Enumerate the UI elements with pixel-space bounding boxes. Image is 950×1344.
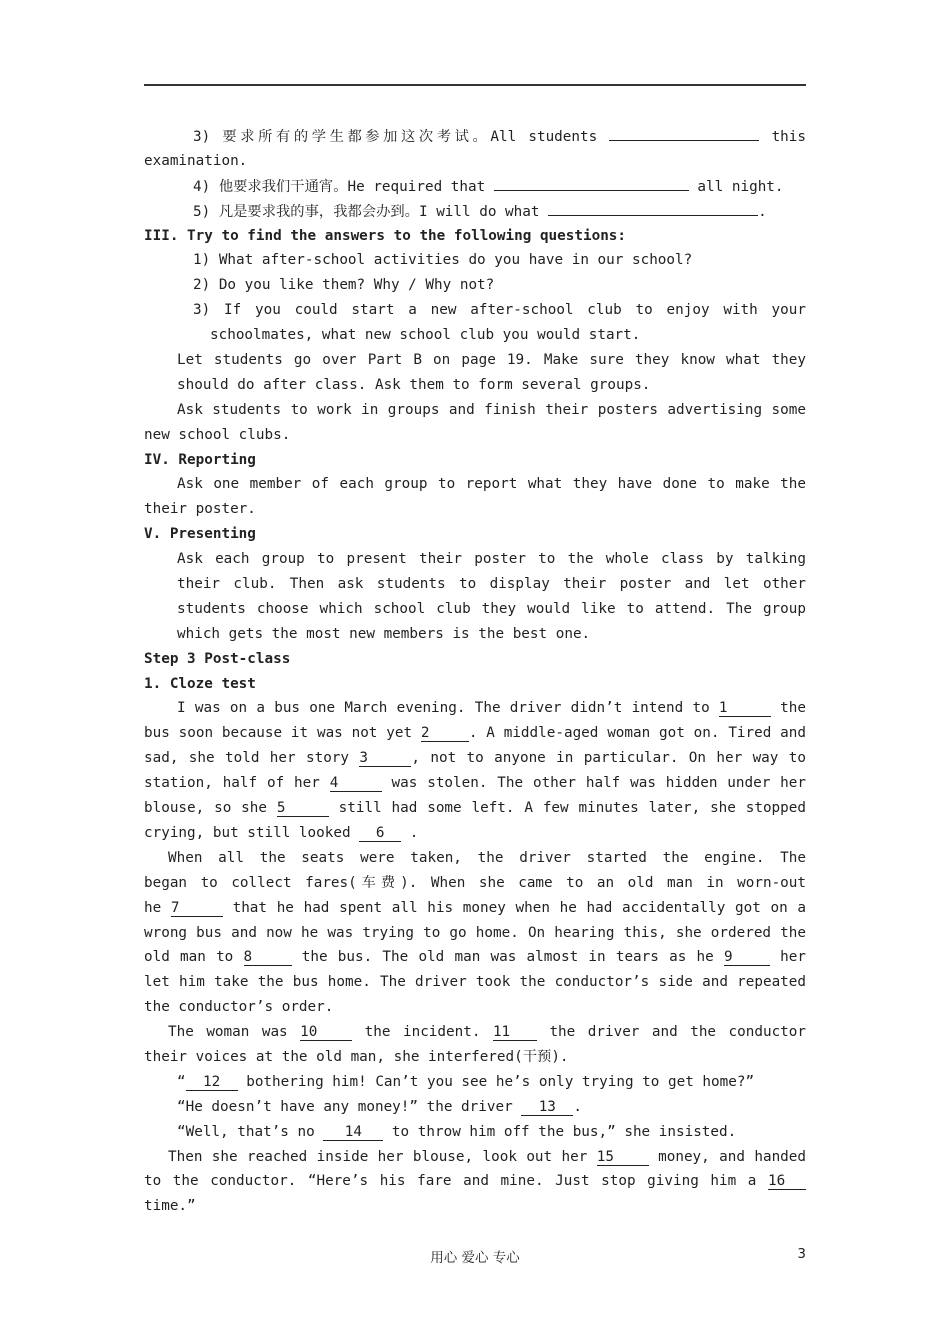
text-line bbox=[144, 273, 806, 298]
text-line bbox=[144, 199, 806, 224]
text-span: . bbox=[401, 824, 419, 841]
text-line bbox=[144, 896, 806, 921]
text-line bbox=[144, 846, 806, 871]
text-line bbox=[144, 1070, 806, 1095]
answer-blank: 1 bbox=[719, 700, 771, 717]
text-span: the bus. The old man was almost in tears as he bbox=[291, 949, 724, 966]
text-span: old man to bbox=[144, 949, 244, 966]
text-line bbox=[144, 796, 806, 821]
text-span: let him take the bus home. The driver took the conductor’s side and repeated bbox=[144, 974, 806, 991]
text-span: blouse, so she bbox=[144, 800, 277, 817]
text-line bbox=[144, 124, 806, 149]
text-span: this bbox=[759, 129, 806, 145]
text-span: “Well, that’s no bbox=[177, 1123, 324, 1140]
text-line bbox=[144, 373, 806, 398]
text-span: to throw him off the bus,” she insisted. bbox=[383, 1123, 737, 1140]
text-span: “ bbox=[177, 1073, 186, 1090]
text-span: crying, but still looked bbox=[144, 824, 360, 841]
answer-blank: 10 bbox=[300, 1024, 352, 1041]
text-line bbox=[144, 149, 806, 174]
text-span: the bbox=[770, 700, 806, 717]
answer-blank bbox=[494, 174, 689, 191]
text-span: . bbox=[573, 1098, 582, 1115]
answer-blank: 9 bbox=[724, 949, 770, 966]
text-span: sad, she told her story bbox=[144, 750, 360, 767]
text-span: was stolen. The other half was hidden under her bbox=[381, 775, 806, 792]
text-span: . bbox=[758, 203, 767, 220]
text-line bbox=[144, 647, 806, 672]
text-line bbox=[144, 721, 806, 746]
answer-blank: 12 bbox=[186, 1074, 238, 1091]
text-span: still had some left. A few minutes later, she stopped bbox=[328, 800, 806, 817]
text-line bbox=[144, 248, 806, 273]
text-line bbox=[144, 945, 806, 970]
text-line bbox=[144, 1145, 806, 1170]
text-span: her bbox=[780, 949, 806, 966]
page-number: 3 bbox=[797, 1246, 806, 1262]
text-span: new school clubs. bbox=[144, 426, 291, 443]
answer-blank: 3 bbox=[359, 750, 411, 767]
text-span: bus soon because it was not yet bbox=[144, 725, 421, 742]
text-span: 1. Cloze test bbox=[144, 675, 256, 692]
text-span: . A middle-aged woman got on. Tired and bbox=[468, 725, 806, 742]
text-span: I was on a bus one March evening. The driver didn’t intend to bbox=[177, 700, 719, 717]
text-span: Ask one member of each group to report what they have done to make the bbox=[177, 476, 806, 493]
text-span: IV. Reporting bbox=[144, 451, 256, 468]
text-span: 3) If you could start a new after-school club to enjoy with your bbox=[193, 302, 806, 319]
text-span: money, and handed bbox=[658, 1148, 806, 1165]
text-line bbox=[144, 597, 806, 622]
text-line bbox=[144, 1020, 806, 1045]
text-line bbox=[144, 174, 806, 199]
text-line bbox=[144, 547, 806, 572]
text-line bbox=[144, 821, 806, 846]
text-line bbox=[144, 1169, 806, 1194]
text-span: schoolmates, what new school club you would start. bbox=[210, 327, 641, 344]
text-span: When all the seats were taken, the driver started the engine. The bbox=[168, 849, 806, 866]
text-span: 4) 他要求我们干通宵。He required that bbox=[193, 178, 494, 195]
text-span: The woman was bbox=[168, 1024, 301, 1041]
answer-blank: 14 bbox=[323, 1124, 383, 1141]
text-line bbox=[144, 871, 806, 896]
answer-blank: 2 bbox=[421, 725, 469, 742]
text-span: all night. bbox=[688, 178, 784, 195]
text-span: the incident. bbox=[352, 1024, 493, 1041]
text-line bbox=[144, 746, 806, 771]
text-span: should do after class. Ask them to form several groups. bbox=[177, 376, 651, 393]
text-span: which gets the most new members is the best one. bbox=[177, 625, 591, 642]
text-span: Step 3 Post-class bbox=[144, 650, 291, 667]
text-span: to the conductor. “Here’s his fare and mine. Just stop giving him a bbox=[144, 1173, 768, 1190]
text-line bbox=[144, 696, 806, 721]
answer-blank: 4 bbox=[330, 775, 382, 792]
answer-blank: 5 bbox=[277, 800, 329, 817]
text-span: examination. bbox=[144, 152, 248, 169]
answer-blank: 16 bbox=[768, 1173, 806, 1190]
text-line bbox=[144, 1095, 806, 1120]
text-span: their voices at the old man, she interfered(干预). bbox=[144, 1048, 569, 1065]
header-rule bbox=[144, 84, 806, 86]
text-line bbox=[144, 472, 806, 497]
answer-blank: 13 bbox=[521, 1099, 573, 1116]
text-line bbox=[144, 398, 806, 423]
document-body bbox=[144, 124, 806, 1219]
text-span: station, half of her bbox=[144, 775, 330, 792]
answer-blank bbox=[548, 199, 758, 216]
text-span: time.” bbox=[144, 1198, 196, 1215]
text-span: V. Presenting bbox=[144, 526, 256, 543]
text-line bbox=[144, 622, 806, 647]
text-line bbox=[144, 298, 806, 323]
text-span: their poster. bbox=[144, 501, 256, 518]
text-span: Let students go over Part B on page 19. Make sure they know what they bbox=[177, 352, 806, 369]
text-span: III. Try to find the answers to the following questions: bbox=[144, 227, 627, 244]
text-line bbox=[144, 771, 806, 796]
text-line bbox=[144, 672, 806, 697]
text-line bbox=[144, 1045, 806, 1070]
answer-blank: 7 bbox=[171, 900, 223, 917]
text-line bbox=[144, 224, 806, 249]
text-span: 3) 要求所有的学生都参加这次考试。All students bbox=[193, 129, 610, 145]
text-line bbox=[144, 921, 806, 946]
text-line bbox=[144, 348, 806, 373]
text-line bbox=[144, 522, 806, 547]
text-span: Ask each group to present their poster to the whole class by talking bbox=[177, 551, 806, 568]
text-line bbox=[144, 995, 806, 1020]
answer-blank: 8 bbox=[244, 949, 292, 966]
text-span: Ask students to work in groups and finish their posters advertising some bbox=[177, 401, 806, 418]
text-span: students choose which school club they would like to attend. The group bbox=[177, 600, 806, 617]
text-span: 5) 凡是要求我的事，我都会办到。I will do what bbox=[193, 203, 549, 220]
answer-blank bbox=[609, 124, 759, 141]
answer-blank: 15 bbox=[597, 1149, 649, 1166]
text-span: he bbox=[144, 899, 171, 916]
text-span: the driver and the conductor bbox=[549, 1024, 806, 1041]
footer-motto: 用心 爱心 专心 bbox=[430, 1250, 520, 1266]
text-line bbox=[144, 448, 806, 473]
text-line bbox=[144, 970, 806, 995]
text-line bbox=[144, 572, 806, 597]
text-span: 2) Do you like them? Why / Why not? bbox=[193, 277, 495, 294]
text-span: that he had spent all his money when he had accidentally got on a bbox=[222, 899, 806, 916]
text-span: wrong bus and now he was trying to go home. On hearing this, she ordered the bbox=[144, 924, 806, 941]
text-span: bothering him! Can’t you see he’s only trying to get home?” bbox=[237, 1073, 755, 1090]
answer-blank: 11 bbox=[493, 1024, 537, 1041]
text-span: “He doesn’t have any money!” the driver bbox=[177, 1098, 522, 1115]
text-line bbox=[144, 497, 806, 522]
text-span: 1) What after-school activities do you have in our school? bbox=[193, 252, 693, 269]
text-span: , not to anyone in particular. On her way to bbox=[411, 750, 806, 767]
text-span: their club. Then ask students to display their poster and let other bbox=[177, 576, 806, 593]
text-span: Then she reached inside her blouse, look out her bbox=[168, 1148, 597, 1165]
text-line bbox=[144, 1120, 806, 1145]
text-span: began to collect fares(车费). When she came to an old man in worn-out bbox=[144, 874, 806, 891]
text-line bbox=[144, 323, 806, 348]
answer-blank: 6 bbox=[359, 825, 401, 842]
text-line bbox=[144, 1194, 806, 1219]
text-span: the conductor’s order. bbox=[144, 999, 334, 1016]
text-line bbox=[144, 423, 806, 448]
